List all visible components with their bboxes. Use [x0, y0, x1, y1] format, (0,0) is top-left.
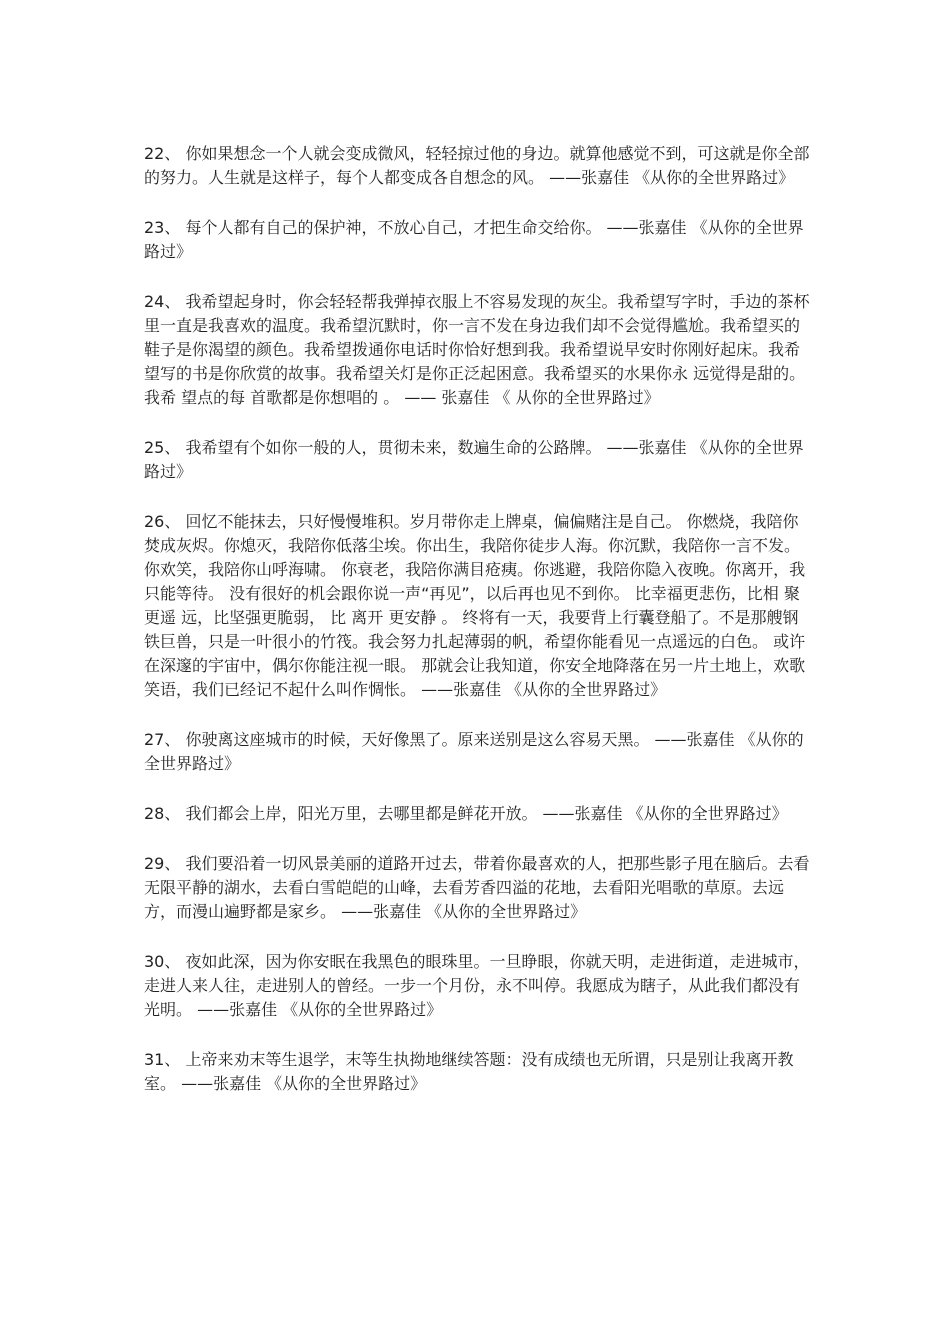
quote-22: 22、 你如果想念一个人就会变成微风，轻轻掠过他的身边。就算他感觉不到，可这就是你全部的努力。人生就是这样子，每个人都变成各自想念的风。 ——张嘉佳 《从你的全世界路过》 — [144, 144, 810, 187]
quote-30: 30、 夜如此深，因为你安眠在我黑色的眼珠里。一旦睁眼，你就天明，走进街道，走进城市，走进人来人往，走进别人的曾经。一步一个月份，永不叫停。我愿成为瞎子，从此我们都没有光明。 ——张嘉佳 《从你的全世界路过》 — [144, 952, 810, 1019]
quote-24: 24、 我希望起身时，你会轻轻帮我弹掉衣服上不容易发现的灰尘。我希望写字时，手边的茶杯里一直是我喜欢的温度。我希望沉默时，你一言不发在身边我们却不会觉得尴尬。我希望买的鞋子是你渴望的颜色。我希望拨通你电话时你恰好想到我。我希望说早安时你刚好起床。我希望写的书是你欣赏的故事。我希望关灯是你正泛起困意。我希望买的水果你永 远觉得是甜的。我希 望点的每 首歌都是你想唱的 。 —— 张嘉佳 《 从你的全世界路过》 — [144, 292, 810, 407]
quote-28: 28、 我们都会上岸，阳光万里，去哪里都是鲜花开放。 ——张嘉佳 《从你的全世界路过》 — [144, 804, 788, 823]
document-page — [144, 142, 814, 1122]
quote-27: 27、 你驶离这座城市的时候，天好像黑了。原来送别是这么容易天黑。 ——张嘉佳 《从你的全世界路过》 — [144, 730, 804, 773]
quote-23: 23、 每个人都有自己的保护神，不放心自己，才把生命交给你。 ——张嘉佳 《从你的全世界路过》 — [144, 218, 804, 261]
quote-29: 29、 我们要沿着一切风景美丽的道路开过去，带着你最喜欢的人，把那些影子甩在脑后。去看无限平静的湖水，去看白雪皑皑的山峰，去看芳香四溢的花地，去看阳光唱歌的草原。去远方，而漫山遍野都是家乡。 ——张嘉佳 《从你的全世界路过》 — [144, 854, 810, 921]
quote-26: 26、 回忆不能抹去，只好慢慢堆积。岁月带你走上牌桌，偏偏赌注是自己。 你燃烧，我陪你焚成灰烬。你熄灭，我陪你低落尘埃。你出生，我陪你徒步人海。你沉默，我陪你一言不发。你欢笑，我陪你山呼海啸。 你衰老，我陪你满目疮痍。你逃避，我陪你隐入夜晚。你离开，我只能等待。 没有很好的机会跟你说一声“再见”，以后再也见不到你。 比幸福更悲伤，比相 聚更遥 远，比坚强更脆弱， 比 离开 更安静 。 终将有一天，我要背上行囊登船了。不是那艘钢铁巨兽，只是一叶很小的竹筏。我会努力扎起薄弱的帆，希望你能看见一点遥远的白色。 或许在深邃的宇宙中，偶尔你能注视一眼。 那就会让我知道，你安全地降落在另一片土地上，欢歌笑语，我们已经记不起什么叫作惆怅。 ——张嘉佳 《从你的全世界路过》 — [144, 512, 806, 699]
quote-31: 31、 上帝来劝末等生退学，末等生执拗地继续答题：没有成绩也无所谓，只是别让我离开教室。 ——张嘉佳 《从你的全世界路过》 — [144, 1050, 794, 1093]
quote-25: 25、 我希望有个如你一般的人，贯彻未来，数遍生命的公路牌。 ——张嘉佳 《从你的全世界路过》 — [144, 438, 804, 481]
